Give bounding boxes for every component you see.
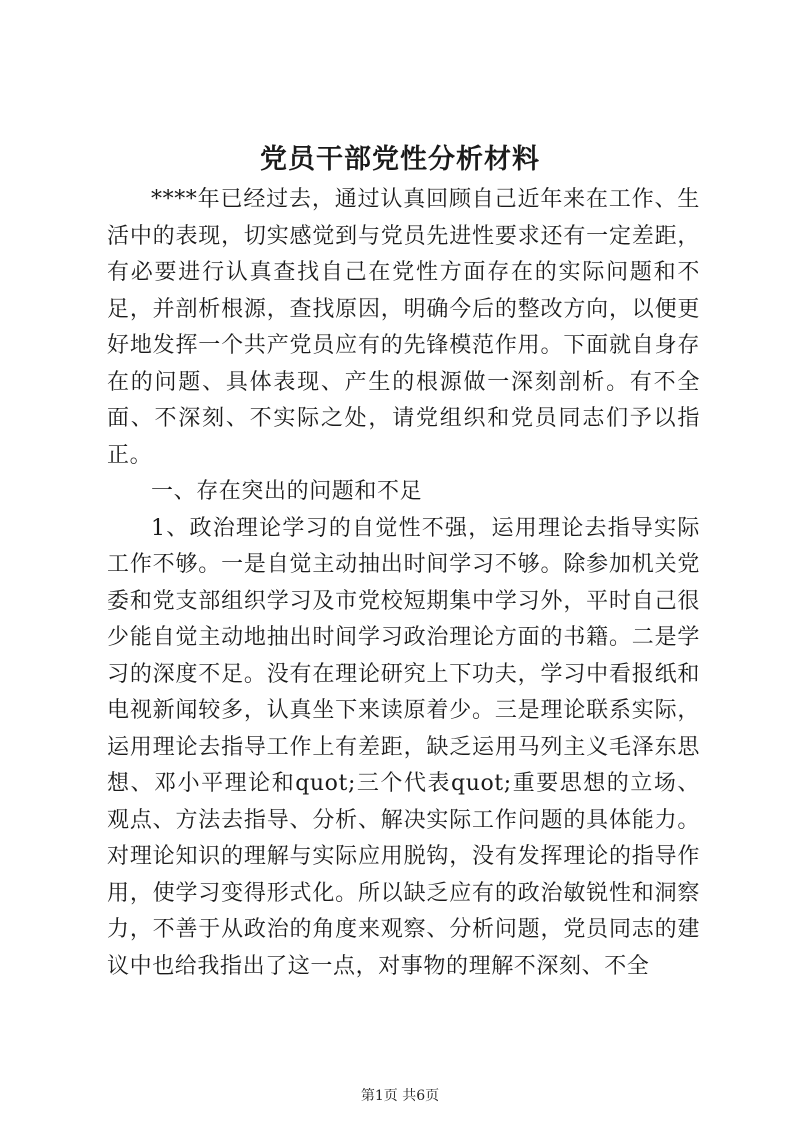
body-paragraph: 1、政治理论学习的自觉性不强，运用理论去指导实际工作不够。一是自觉主动抽出时间学习不够。除参加机关党委和党支部组织学习及市党校短期集中学习外，平时自己很少能自觉主动地抽出时间学习政治理论方面的书籍。二是学习的深度不足。没有在理论研究上下功夫，学习中看报纸和电视新闻较多，认真坐下来读原着少。三是理论联系实际，运用理论去指导工作上有差距，缺乏运用马列主义毛泽东思想、邓小平理论和quot;三个代表quot;重要思想的立场、观点、方法去指导、分析、解决实际工作问题的具体能力。对理论知识的理解与实际应用脱钩，没有发挥理论的指导作用，使学习变得形式化。所以缺乏应有的政治敏锐性和洞察力，不善于从政治的角度来观察、分析问题，党员同志的建议中也给我指出了这一点，对事物的理解不深刻、不全 [107, 515, 700, 979]
document-title: 党员干部党性分析材料 [260, 144, 540, 175]
intro-paragraph: ****年已经过去，通过认真回顾自己近年来在工作、生活中的表现，切实感觉到与党员先进性要求还有一定差距，有必要进行认真查找自己在党性方面存在的实际问题和不足，并剖析根源，查找原因，明确今后的整改方向，以便更好地发挥一个共产党员应有的先锋模范作用。下面就自身存在的问题、具体表现、产生的根源做一深刻剖析。有不全面、不深刻、不实际之处，请党组织和党员同志们予以指正。 [107, 187, 700, 468]
page-footer: 第1页 共6页 [360, 1088, 440, 1104]
document-body [107, 182, 700, 985]
section-heading: 一、存在突出的问题和不足 [151, 479, 423, 504]
